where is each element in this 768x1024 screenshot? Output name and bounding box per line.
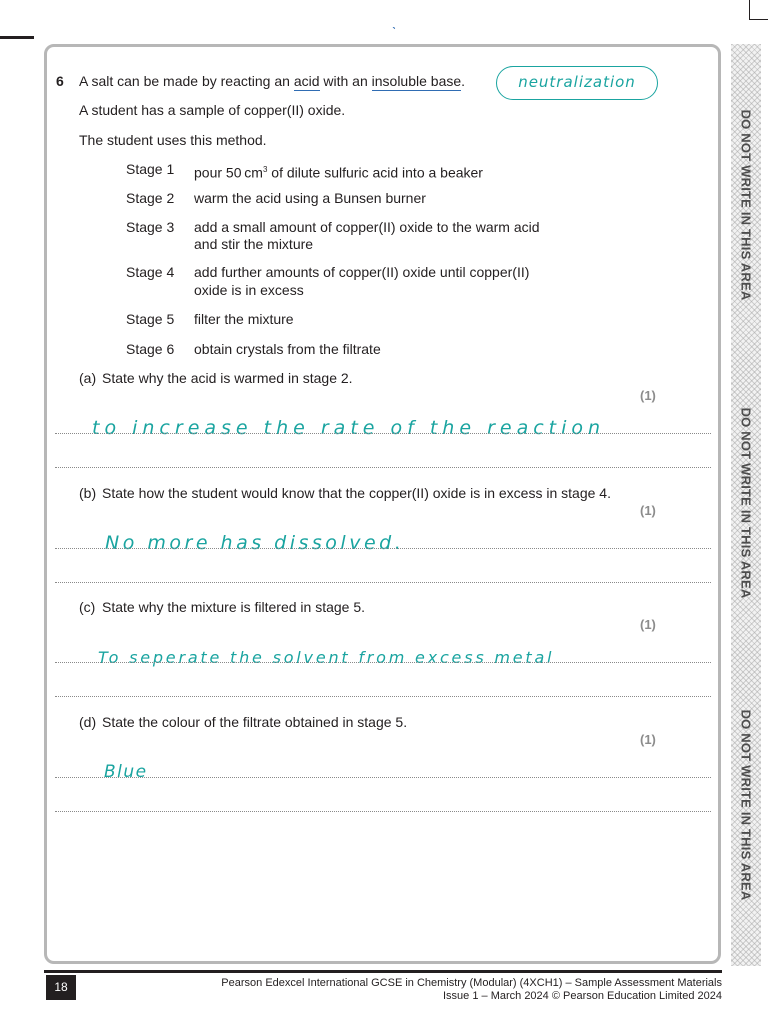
- handwritten-answer: No more has dissolved.: [105, 532, 405, 554]
- stage-text: add a small amount of copper(II) oxide to the warm acid: [194, 219, 540, 235]
- stage-text: obtain crystals from the filtrate: [194, 341, 381, 357]
- stage-label: Stage 3: [126, 219, 175, 235]
- question-intro: A salt can be made by reacting an acid with an insoluble base.: [79, 73, 466, 89]
- stage-label: Stage 2: [126, 190, 175, 206]
- handwritten-answer: To seperate the solvent from excess metal: [98, 648, 555, 667]
- stage-text: pour 50 $cm^3$ of dilute sulfuric acid into a beaker: [194, 164, 483, 181]
- question-number: 6: [56, 73, 64, 89]
- question-line: A student has a sample of copper(II) oxide.: [79, 102, 346, 118]
- part-question: State why the mixture is filtered in stage 5.: [102, 599, 366, 615]
- part-label: (b): [79, 485, 97, 501]
- stage-label: Stage 6: [126, 341, 175, 357]
- stage-label: Stage 4: [126, 264, 175, 280]
- answer-line: [55, 467, 711, 468]
- part-label: (c): [79, 599, 96, 615]
- answer-line: [55, 777, 711, 778]
- crop-mark: [749, 0, 750, 20]
- part-question: State how the student would know that the copper(II) oxide is in excess in stage 4.: [102, 485, 611, 501]
- answer-line: [55, 811, 711, 812]
- mark-allocation: (1): [640, 617, 656, 632]
- stage-text: add further amounts of copper(II) oxide until copper(II): [194, 264, 530, 280]
- part-label: (a): [79, 370, 97, 386]
- part-question: State why the acid is warmed in stage 2.: [102, 370, 353, 386]
- mark-allocation: (1): [640, 732, 656, 747]
- stage-text-continued: and stir the mixture: [194, 236, 314, 252]
- mark-allocation: (1): [640, 388, 656, 403]
- answer-line: [55, 433, 711, 434]
- handwritten-answer: Blue: [104, 762, 148, 782]
- crop-mark: [749, 19, 768, 20]
- footer-rule: [44, 970, 722, 973]
- underlined-insoluble-base: insoluble base: [371, 73, 462, 89]
- stage-text: filter the mixture: [194, 311, 294, 327]
- stage-label: Stage 1: [126, 161, 175, 177]
- stage-label: Stage 5: [126, 311, 175, 327]
- answer-line: [55, 582, 711, 583]
- page-number: 18: [46, 975, 76, 1000]
- footer-issue-line: Issue 1 – March 2024 © Pearson Education Limited 2024: [443, 990, 722, 1002]
- top-left-rule: [0, 36, 34, 39]
- stage-text-continued: oxide is in excess: [194, 282, 304, 298]
- stage-text: warm the acid using a Bunsen burner: [194, 190, 426, 206]
- question-line: The student uses this method.: [79, 132, 267, 148]
- handwritten-answer: to increase the rate of the reaction: [92, 417, 606, 439]
- answer-line: [55, 696, 711, 697]
- footer-publisher-line: Pearson Edexcel International GCSE in Chemistry (Modular) (4XCH1) – Sample Assessment Materials: [221, 977, 722, 989]
- answer-line: [55, 662, 711, 663]
- answer-frame: [44, 44, 721, 964]
- part-question: State the colour of the filtrate obtained in stage 5.: [102, 714, 408, 730]
- part-label: (d): [79, 714, 97, 730]
- mark-allocation: (1): [640, 503, 656, 518]
- handwritten-annotation-bubble: neutralization: [496, 66, 658, 100]
- answer-line: [55, 548, 711, 549]
- pen-mark: ˎ: [392, 13, 397, 29]
- underlined-acid: acid: [293, 73, 320, 89]
